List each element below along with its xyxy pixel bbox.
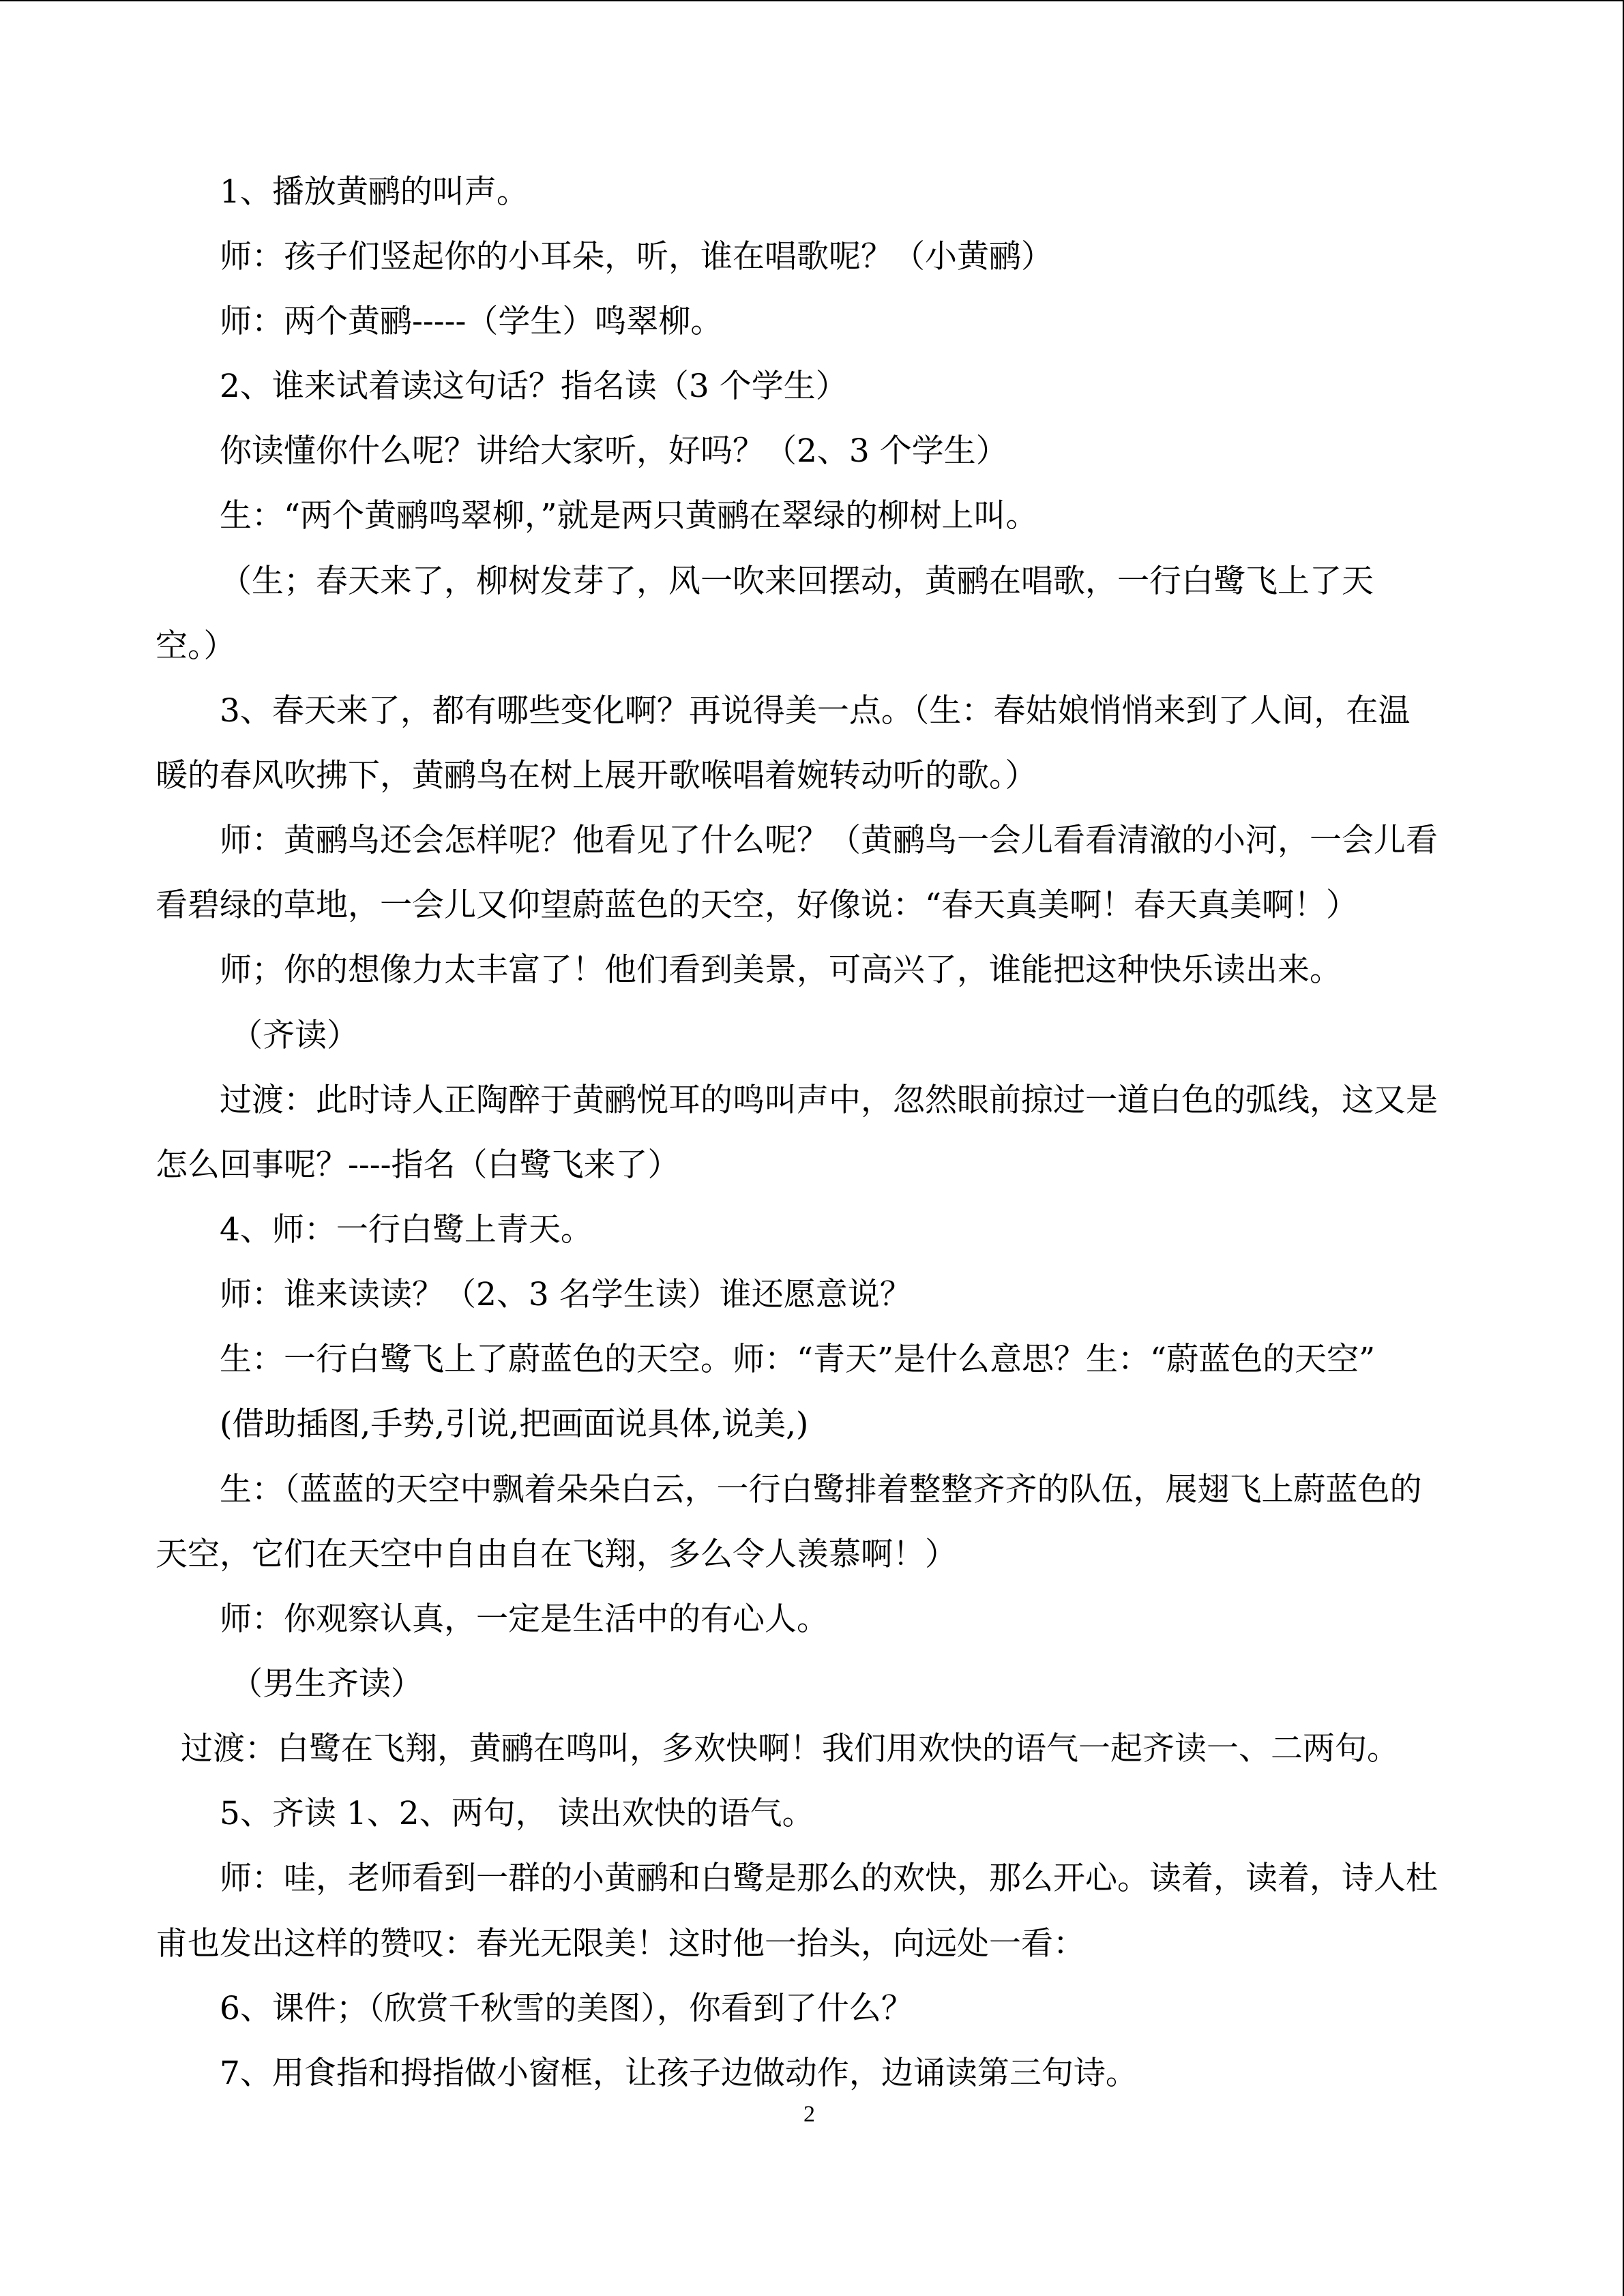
paragraph-line: (借助插图,手势,引说,把画面说具体,说美,) <box>220 1405 809 1443</box>
paragraph-line: 7、用食指和拇指做小窗框，让孩子边做动作，边诵读第三句诗。 <box>220 2055 1138 2092</box>
paragraph-line: 5、齐读 1、2、两句， 读出欢快的语气。 <box>220 1795 814 1832</box>
paragraph-line: 天空，它们在天空中自由自在飞翔，多么令人羡慕啊！） <box>156 1536 957 1573</box>
paragraph-line: 6、课件；（欣赏千秋雪的美图），你看到了什么？ <box>220 1990 913 2027</box>
paragraph-line: 暖的春风吹拂下，黄鹂鸟在树上展开歌喉唱着婉转动听的歌。） <box>156 757 1037 794</box>
paragraph-line: 师：两个黄鹂-----（学生）鸣翠柳。 <box>220 303 723 340</box>
paragraph-line: 你读懂你什么呢？讲给大家听，好吗？（2、3 个学生） <box>220 432 1008 470</box>
paragraph-line: 3、春天来了，都有哪些变化啊？再说得美一点。（生：春姑娘悄悄来到了人间，在温 <box>220 692 1411 730</box>
paragraph-line: 师：孩子们竖起你的小耳朵，听，谁在唱歌呢？（小黄鹂） <box>220 238 1053 275</box>
paragraph-line: 空。） <box>156 627 236 665</box>
paragraph-line: 4、师：一行白鹭上青天。 <box>220 1211 593 1249</box>
paragraph-line: 师：黄鹂鸟还会怎样呢？他看见了什么呢？（黄鹂鸟一会儿看看清澈的小河，一会儿看 <box>220 822 1438 859</box>
paragraph-line: （生；春天来了，柳树发芽了，风一吹来回摆动，黄鹂在唱歌，一行白鹭飞上了天 <box>220 563 1374 600</box>
paragraph-line: 过渡：白鹭在飞翔，黄鹂在鸣叫，多欢快啊！我们用欢快的语气一起齐读一、二两句。 <box>181 1730 1399 1768</box>
page-number: 2 <box>803 2102 815 2127</box>
paragraph-line: 师：谁来读读？（2、3 名学生读）谁还愿意说？ <box>220 1276 912 1313</box>
paragraph-line: （男生齐读） <box>231 1665 423 1703</box>
paragraph-line: （齐读） <box>231 1017 359 1054</box>
paragraph-line: 2、谁来试着读这句话？指名读（3 个学生） <box>220 368 848 405</box>
paragraph-line: 生：一行白鹭飞上了蔚蓝色的天空。师：“青天”是什么意思？生：“蔚蓝色的天空” <box>220 1341 1376 1378</box>
paragraph-line: 看碧绿的草地，一会儿又仰望蔚蓝色的天空，好像说：“春天真美啊！春天真美啊！） <box>156 886 1359 924</box>
paragraph-line: 师：哇，老师看到一群的小黄鹂和白鹭是那么的欢快，那么开心。读着，读着，诗人杜 <box>220 1860 1438 1897</box>
paragraph-line: 怎么回事呢？----指名（白鹭飞来了） <box>156 1146 680 1184</box>
paragraph-line: 师：你观察认真，一定是生活中的有心人。 <box>220 1600 829 1638</box>
paragraph-line: 过渡：此时诗人正陶醉于黄鹂悦耳的鸣叫声中，忽然眼前掠过一道白色的弧线，这又是 <box>220 1082 1438 1119</box>
paragraph-line: 甫也发出这样的赞叹：春光无限美！这时他一抬头，向远处一看： <box>156 1925 1085 1963</box>
paragraph-line: 1、播放黄鹂的叫声。 <box>220 173 529 211</box>
paragraph-line: 师；你的想像力太丰富了！他们看到美景，可高兴了，谁能把这种快乐读出来。 <box>220 951 1342 989</box>
paragraph-line: 生：（蓝蓝的天空中飘着朵朵白云，一行白鹭排着整整齐齐的队伍，展翅飞上蔚蓝色的 <box>220 1471 1422 1508</box>
paragraph-line: 生：“两个黄鹂鸣翠柳，”就是两只黄鹂在翠绿的柳树上叫。 <box>220 497 1038 535</box>
